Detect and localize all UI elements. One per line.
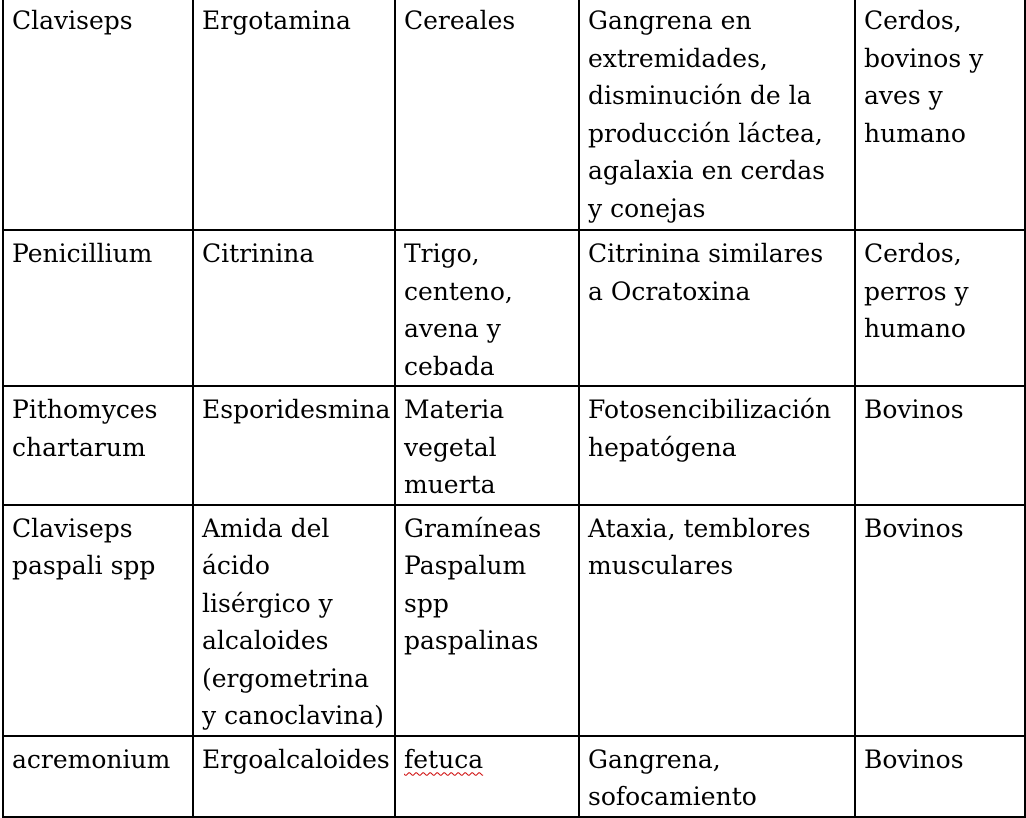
cell-efectos: Gangrena en extremidades, disminución de la producción láctea, agalaxia en cerdas y conejas [579, 0, 855, 230]
cell-sustrato: Gramíneas Paspalum spp paspalinas [395, 505, 579, 736]
cell-hongo: Claviseps [3, 0, 193, 230]
cell-efectos: Gangrena, sofocamiento [579, 736, 855, 817]
cell-especies: Bovinos [855, 386, 1025, 505]
table-row [3, 230, 1025, 386]
cell-micotoxina: Esporidesmina [193, 386, 395, 505]
cell-sustrato: Trigo, centeno, avena y cebada [395, 230, 579, 386]
cell-especies: Bovinos [855, 736, 1025, 817]
table-row [3, 0, 1025, 230]
cell-hongo: Claviseps paspali spp [3, 505, 193, 736]
cell-sustrato: Cereales [395, 0, 579, 230]
cell-efectos: Citrinina similares a Ocratoxina [579, 230, 855, 386]
cell-hongo: acremonium [3, 736, 193, 817]
cell-efectos: Ataxia, temblores musculares [579, 505, 855, 736]
table-row [3, 736, 1025, 817]
cell-hongo: Penicillium [3, 230, 193, 386]
cell-micotoxina: Ergoalcaloides [193, 736, 395, 817]
cell-sustrato: Materia vegetal muerta [395, 386, 579, 505]
cell-micotoxina: Ergotamina [193, 0, 395, 230]
cell-hongo: Pithomyces chartarum [3, 386, 193, 505]
cell-efectos: Fotosencibilización hepatógena [579, 386, 855, 505]
table-row [3, 505, 1025, 736]
table-row [3, 386, 1025, 505]
mycotoxin-table [2, 0, 1026, 818]
cell-especies: Cerdos, perros y humano [855, 230, 1025, 386]
cell-micotoxina: Citrinina [193, 230, 395, 386]
cell-especies: Bovinos [855, 505, 1025, 736]
cell-micotoxina: Amida del ácido lisérgico y alcaloides (ergometrina y canoclavina) [193, 505, 395, 736]
cell-sustrato [395, 736, 579, 817]
misspelled-word[interactable]: fetuca [404, 744, 484, 774]
cell-especies: Cerdos, bovinos y aves y humano [855, 0, 1025, 230]
